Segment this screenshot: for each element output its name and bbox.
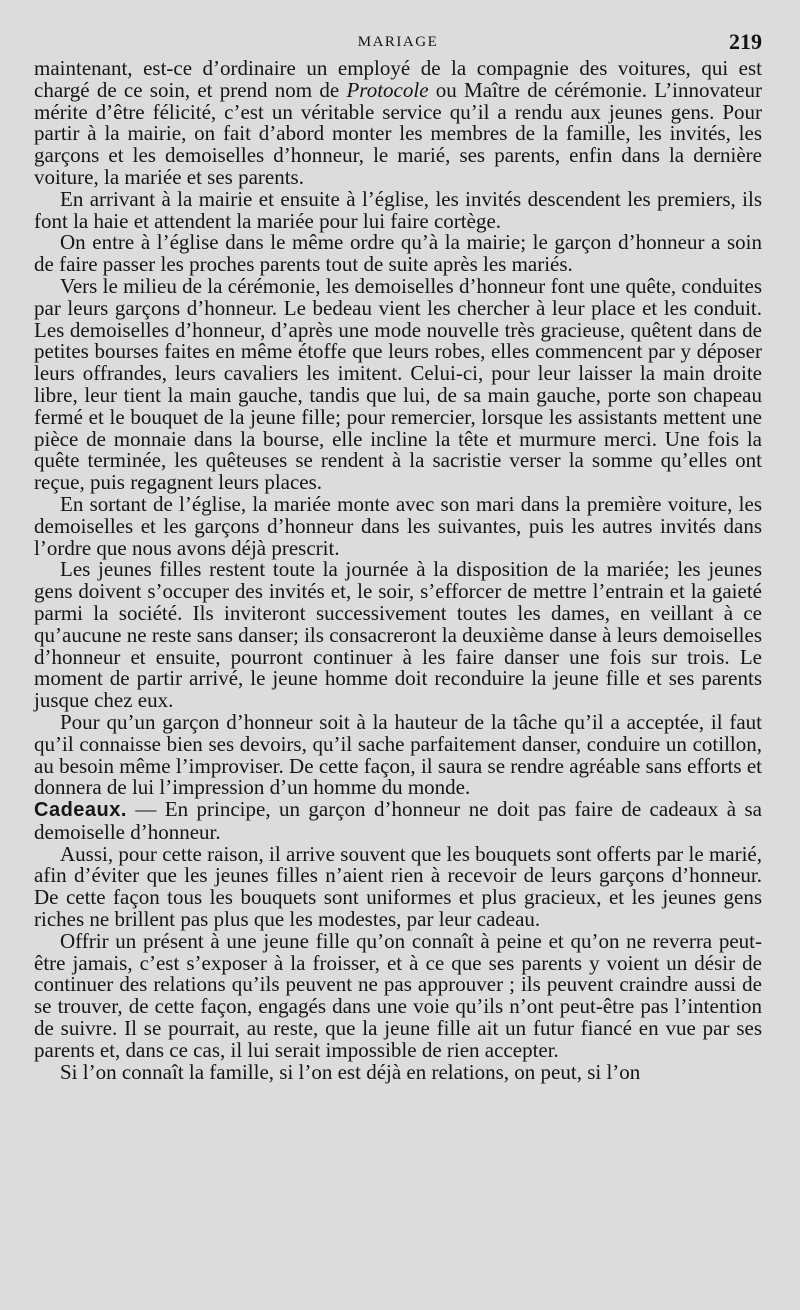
paragraph-6: Les jeunes filles restent toute la journée à la disposition de la mariée; les jeunes gens doivent s’occuper des invités et, le soir, s’efforcer de mettre l’entrain et la gaieté parmi la société. Ils inviteront successivement toutes les dames, en veillant à ce qu’aucune ne reste sans danser; ils consacreront la deuxième danse à leurs demoiselles d’honneur et ensuite, pourront continuer à les faire danser une fois sur trois. Le moment de partir arrivé, le jeune homme doit reconduire la jeune fille et ses parents jusque chez eux. bbox=[34, 557, 762, 713]
body-text bbox=[34, 58, 762, 1083]
paragraph-9: Aussi, pour cette raison, il arrive souvent que les bouquets sont offerts par le marié, afin d’éviter que les jeunes filles n’aient rien à recevoir de leurs garçons d’honneur. De cette façon tous les bouquets sont uniformes et plus gracieux, et les jeunes gens riches ne brillent pas plus que les modestes, par leur cadeau. bbox=[34, 841, 762, 932]
protocole-term: Protocole bbox=[346, 77, 429, 102]
page-number: 219 bbox=[729, 29, 762, 54]
paragraph-3: On entre à l’église dans le même ordre qu’à la mairie; le garçon d’honneur a soin de faire passer les proches parents tout de suite après les mariés. bbox=[34, 230, 762, 277]
paragraph-1 bbox=[34, 58, 762, 189]
paragraph-cadeaux-text: — En principe, un garçon d’honneur ne doit pas faire de cadeaux à sa demoiselle d’honneur. bbox=[34, 797, 762, 844]
section-heading-cadeaux: Cadeaux. bbox=[34, 799, 127, 822]
paragraph-11: Si l’on connaît la famille, si l’on est déjà en relations, on peut, si l’on bbox=[60, 1059, 641, 1084]
paragraph-cadeaux bbox=[34, 799, 762, 844]
running-title: MARIAGE bbox=[357, 34, 439, 50]
page-header bbox=[34, 30, 762, 54]
paragraph-4: Vers le milieu de la cérémonie, les demoiselles d’honneur font une quête, conduites par leurs garçons d’honneur. Le bedeau vient les chercher à leur place et les conduit. Les demoiselles d’honneur, d’après une mode nouvelle très gracieuse, quêtent dans de petites bourses faites en même étoffe que leurs robes, elles commencent par y déposer leurs offrandes, leurs cavaliers les imitent. Celui-ci, pour leur laisser la main droite libre, leur tient la main gauche, tandis que lui, de sa main gauche, porte son chapeau fermé et le bouquet de la jeune fille; pour remercier, lorsque les assistants mettent une pièce de monnaie dans la bourse, elle incline la tête et murmure merci. Une fois la quête terminée, les quêteuses se rendent à la sacristie verser la somme qu’elles ont reçue, puis regagnent leurs places. bbox=[34, 273, 762, 495]
paragraph-1-text-start: maintenant, est-ce d’ordinaire un employé de la compagnie des voitures, qui est chargé de ce soin, et prend nom de bbox=[34, 56, 762, 102]
paragraph-1-text-end: ou Maître de cérémonie. L’innovateur mérite d’être félicité, c’est un véritable service qu’il a rendu aux jeunes gens. Pour partir à la mairie, on fait d’abord monter les membres de la famille, les invités, les garçons et les demoiselles d’honneur, le marié, ses parents, enfin dans la dernière voiture, la mariée et ses parents. bbox=[34, 77, 762, 189]
paragraph-5: En sortant de l’église, la mariée monte avec son mari dans la première voiture, les demoiselles et les garçons d’honneur dans les suivantes, puis les autres invités dans l’ordre que nous avons déjà prescrit. bbox=[34, 491, 762, 560]
paragraph-10: Offrir un présent à une jeune fille qu’on connaît à peine et qu’on ne reverra peut-être jamais, c’est s’exposer à la froisser, et à ce que ses parents y voient un désir de continuer des relations qu’ils peuvent ne pas approuver ; ils peuvent craindre aussi de se trouver, de cette façon, engagés dans une voie qu’ils n’ont peut-être pas l’intention de suivre. Il se pourrait, au reste, que la jeune fille ait un futur fiancé en vue par ses parents et, dans ce cas, il lui serait impossible de rien accepter. bbox=[34, 928, 762, 1062]
paragraph-7: Pour qu’un garçon d’honneur soit à la hauteur de la tâche qu’il a acceptée, il faut qu’il connaisse bien ses devoirs, qu’il sache parfaitement danser, conduire un cotillon, au besoin même l’improviser. De cette façon, il saura se rendre agréable sans efforts et donnera de lui l’impression d’un homme du monde. bbox=[34, 709, 762, 800]
paragraph-2: En arrivant à la mairie et ensuite à l’église, les invités descendent les premiers, ils font la haie et attendent la mariée pour lui faire cortège. bbox=[34, 186, 762, 233]
